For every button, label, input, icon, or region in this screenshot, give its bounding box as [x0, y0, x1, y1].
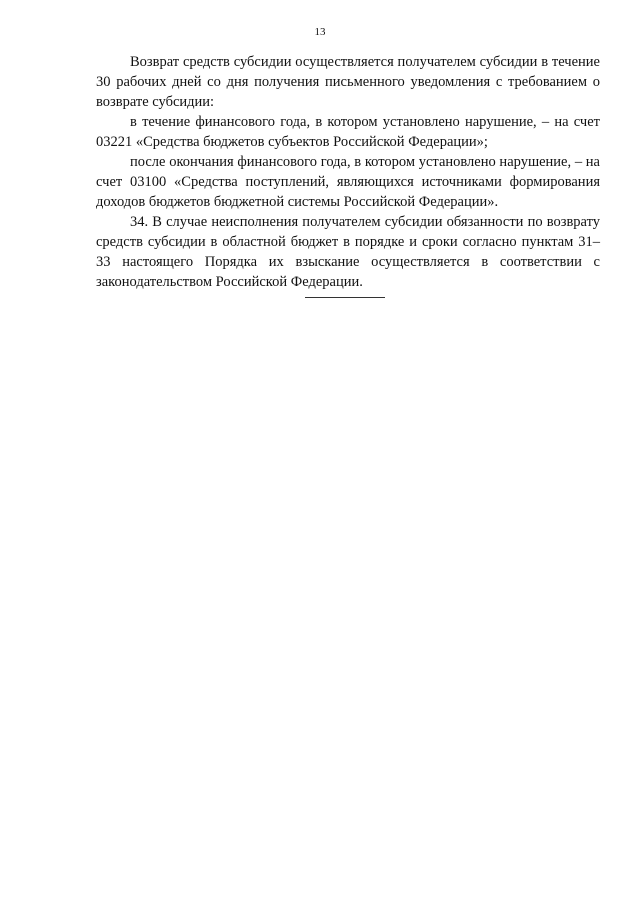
- end-of-text-divider: [305, 297, 385, 298]
- paragraph-during-fiscal-year: в течение финансового года, в котором установлено нарушение, – на счет 03221 «Средства бюджетов субъектов Российской Федерации»;: [96, 114, 600, 150]
- paragraph-subsidy-return: Возврат средств субсидии осуществляется получателем субсидии в течение 30 рабочих дней со дня получения письменного уведомления с требованием о возврате субсидии:: [96, 54, 600, 110]
- paragraph-34-enforcement: 34. В случае неисполнения получателем субсидии обязанности по возврату средств субсидии в областной бюджет в порядке и сроки согласно пунктам 31–33 настоящего Порядка их взыскание осуществляется в соответствии с законодательством Российской Федерации.: [96, 214, 600, 290]
- page-number: 13: [314, 26, 326, 38]
- paragraph-after-fiscal-year: после окончания финансового года, в котором установлено нарушение, – на счет 03100 «Средства поступлений, являющихся источниками формирования доходов бюджетов бюджетной системы Российской Федерации».: [96, 154, 600, 210]
- document-body: [96, 52, 600, 292]
